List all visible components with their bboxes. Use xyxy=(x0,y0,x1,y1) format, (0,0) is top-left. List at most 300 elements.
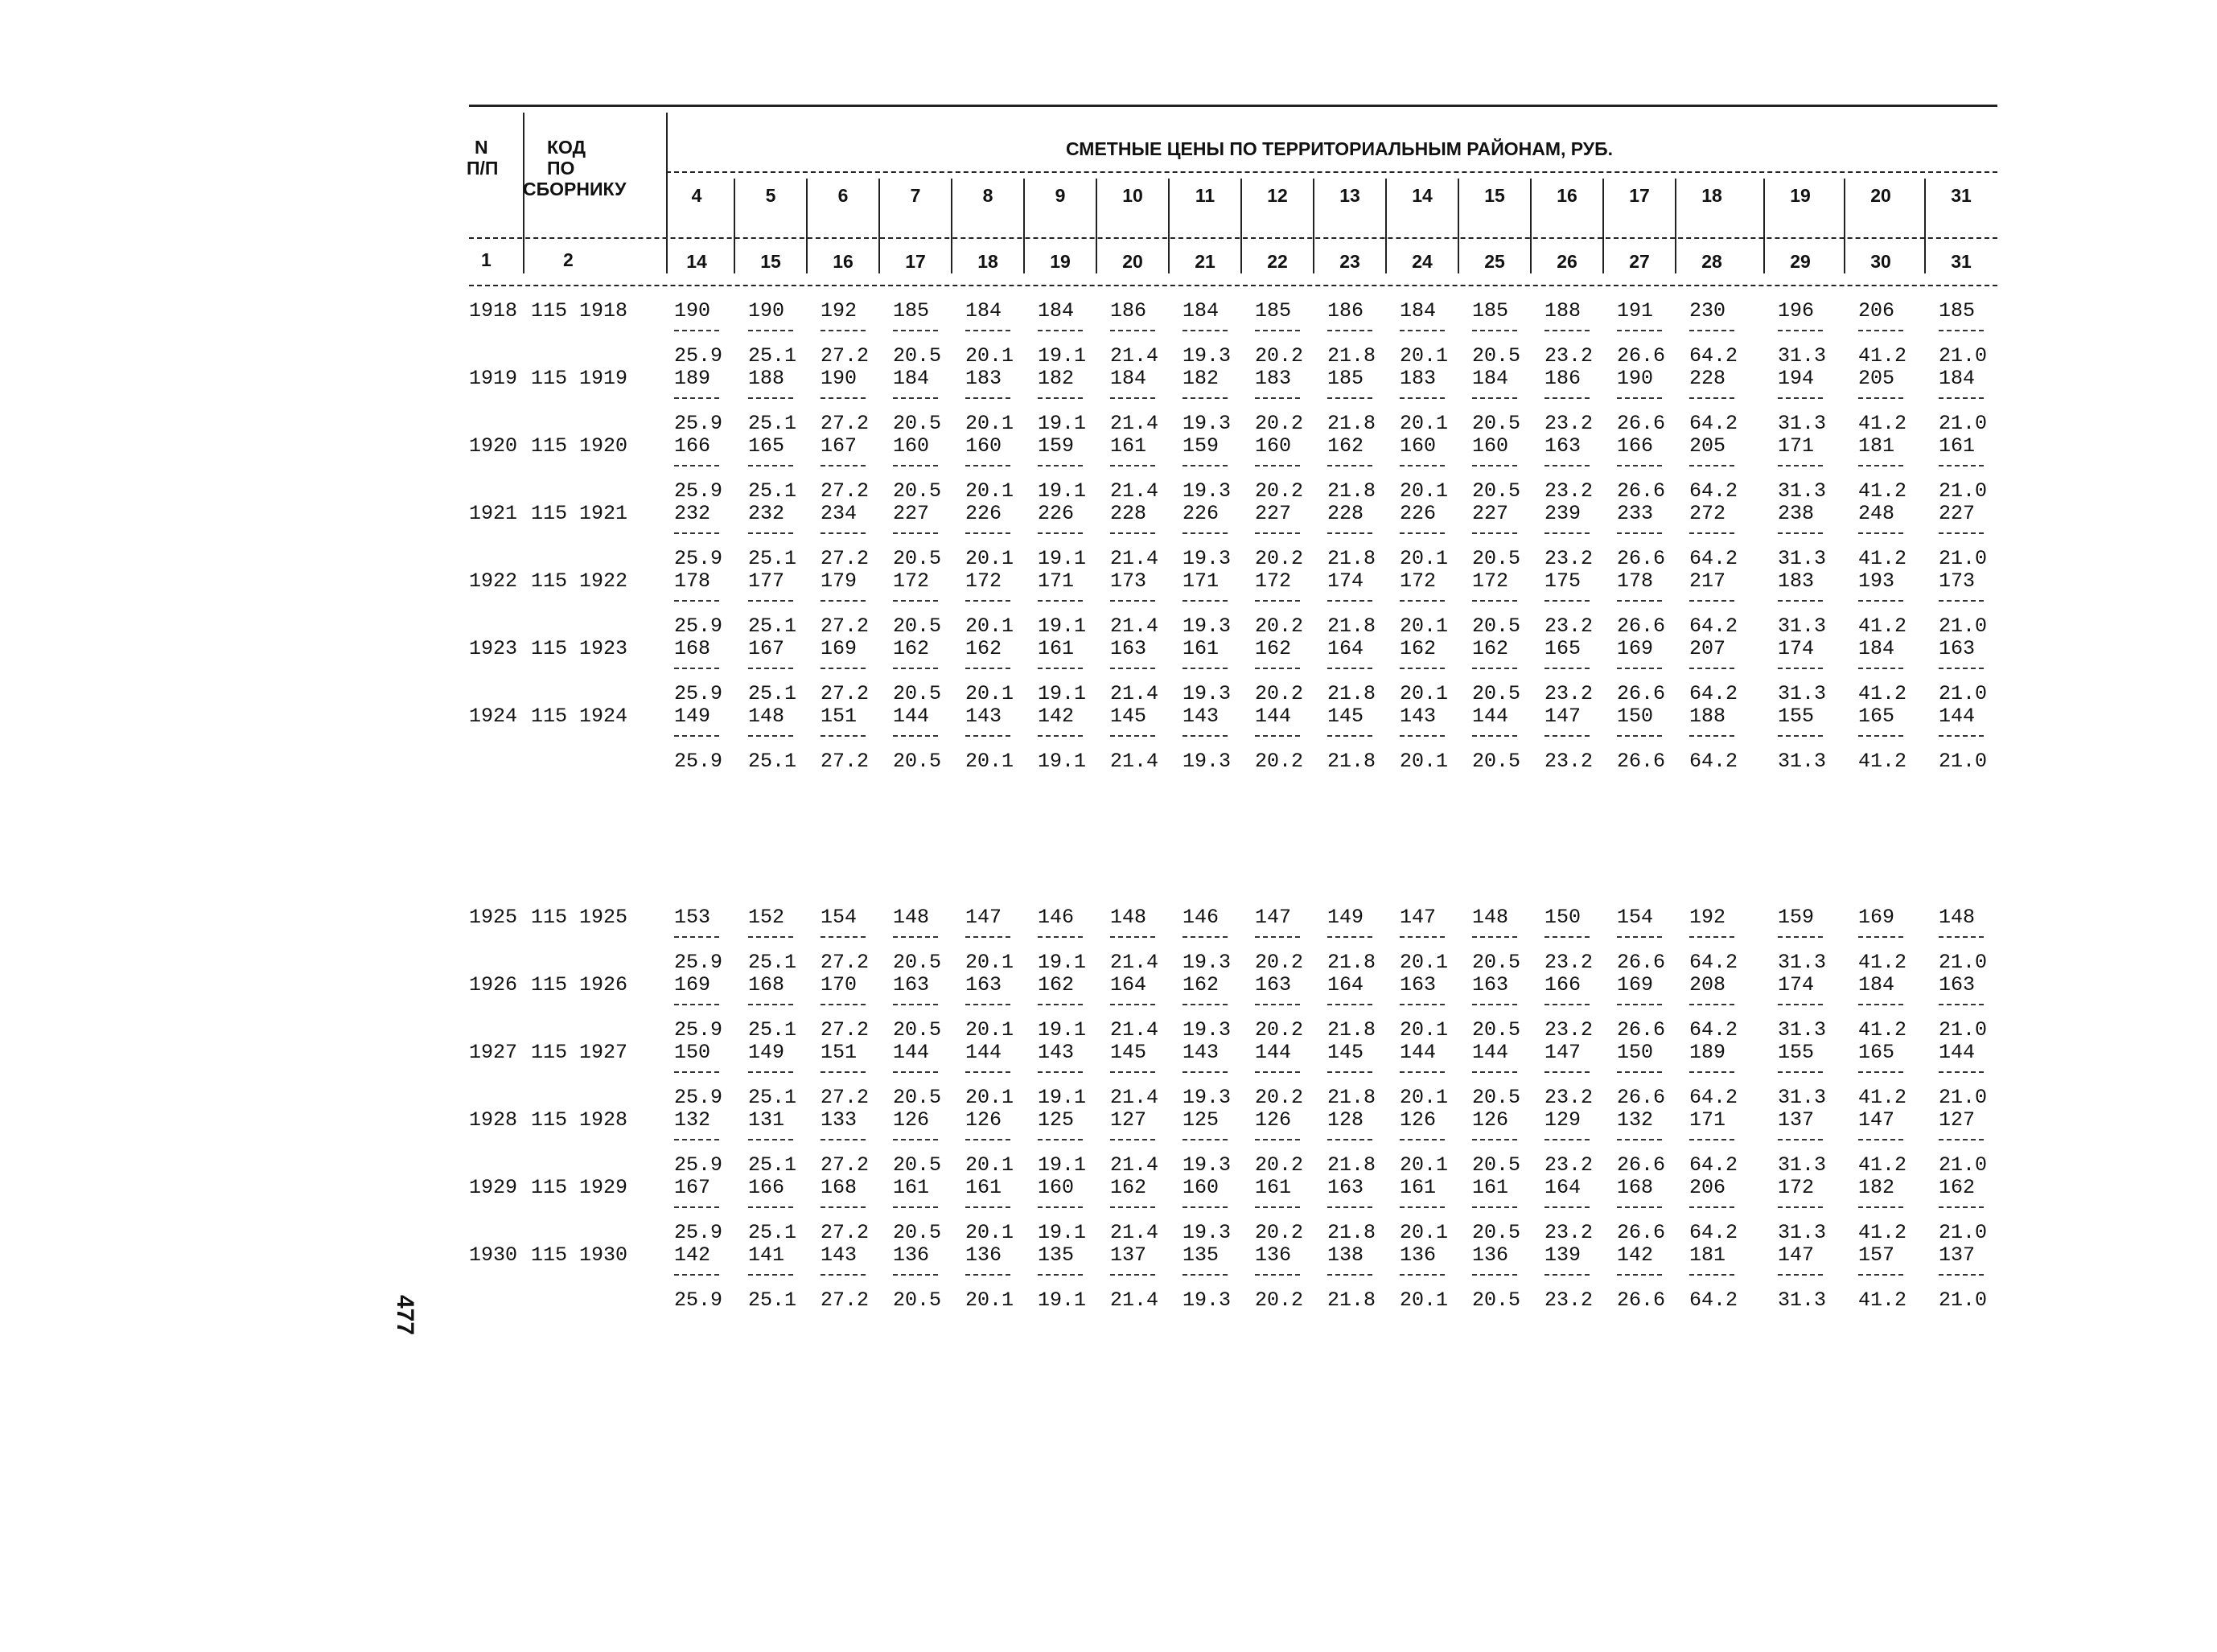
header-mid-rule xyxy=(469,237,1997,239)
header-region-number: 20 xyxy=(1870,185,1891,206)
price-cell: 189 xyxy=(1689,1041,1726,1064)
fraction-dash xyxy=(821,668,866,669)
fraction-dash xyxy=(674,936,719,938)
header-region-number: 8 xyxy=(982,185,993,206)
price-cell: 144 xyxy=(1400,1041,1437,1064)
coefficient-cell: 20.5 xyxy=(893,682,942,705)
price-cell: 205 xyxy=(1689,434,1726,458)
price-cell: 178 xyxy=(674,569,711,593)
coefficient-cell: 20.1 xyxy=(1400,614,1449,638)
fraction-dash xyxy=(1472,397,1517,399)
price-cell: 126 xyxy=(893,1108,930,1132)
coefficient-cell: 31.3 xyxy=(1778,547,1827,570)
regions-rule xyxy=(666,171,1997,173)
fraction-dash xyxy=(1778,1004,1823,1005)
header-divider-region xyxy=(1844,179,1845,273)
header-num-label: N xyxy=(475,137,488,158)
header-region-number: 6 xyxy=(837,185,849,206)
coefficient-cell: 20.2 xyxy=(1255,1018,1304,1042)
price-cell: 136 xyxy=(1400,1243,1437,1267)
fraction-dash xyxy=(748,1206,793,1208)
fraction-dash xyxy=(1472,1274,1517,1276)
price-cell: 234 xyxy=(821,502,858,525)
header-code-label: СБОРНИКУ xyxy=(523,179,627,199)
fraction-dash xyxy=(1110,600,1155,602)
coefficient-cell: 26.6 xyxy=(1617,1221,1666,1244)
price-cell: 175 xyxy=(1544,569,1582,593)
fraction-dash xyxy=(893,668,938,669)
header-code-label: ПО xyxy=(547,158,575,179)
fraction-dash xyxy=(748,465,793,466)
fraction-dash xyxy=(1183,1206,1228,1208)
fraction-dash xyxy=(965,465,1010,466)
fraction-dash xyxy=(1939,668,1984,669)
price-cell: 147 xyxy=(1858,1108,1895,1132)
price-cell: 136 xyxy=(1255,1243,1292,1267)
price-cell: 161 xyxy=(965,1176,1002,1199)
price-cell: 150 xyxy=(1617,1041,1654,1064)
price-cell: 162 xyxy=(1183,973,1220,997)
fraction-dash xyxy=(1778,1139,1823,1140)
price-cell: 207 xyxy=(1689,637,1726,660)
price-cell: 185 xyxy=(1255,299,1292,323)
fraction-dash xyxy=(1400,330,1445,331)
coefficient-cell: 23.2 xyxy=(1544,750,1594,773)
fraction-dash xyxy=(1183,936,1228,938)
fraction-dash xyxy=(893,532,938,534)
fraction-dash xyxy=(1255,1274,1300,1276)
coefficient-cell: 20.1 xyxy=(1400,344,1449,368)
fraction-dash xyxy=(1544,1139,1590,1140)
price-cell: 171 xyxy=(1183,569,1220,593)
coefficient-cell: 21.8 xyxy=(1327,1288,1376,1312)
header-index-number: 28 xyxy=(1701,251,1722,272)
coefficient-cell: 25.9 xyxy=(674,750,723,773)
fraction-dash xyxy=(965,936,1010,938)
coefficient-cell: 31.3 xyxy=(1778,1153,1827,1177)
price-cell: 137 xyxy=(1110,1243,1147,1267)
coefficient-cell: 19.1 xyxy=(1038,344,1087,368)
coefficient-cell: 31.3 xyxy=(1778,412,1827,435)
fraction-dash xyxy=(1255,465,1300,466)
price-cell: 166 xyxy=(674,434,711,458)
price-cell: 136 xyxy=(893,1243,930,1267)
fraction-dash xyxy=(1689,1206,1734,1208)
coefficient-cell: 21.0 xyxy=(1939,682,1988,705)
price-cell: 145 xyxy=(1327,705,1364,728)
coefficient-cell: 19.1 xyxy=(1038,1288,1087,1312)
price-cell: 160 xyxy=(1400,434,1437,458)
fraction-dash xyxy=(1617,936,1662,938)
coefficient-cell: 20.1 xyxy=(965,1153,1014,1177)
coefficient-cell: 27.2 xyxy=(821,682,870,705)
coefficient-cell: 27.2 xyxy=(821,614,870,638)
price-cell: 232 xyxy=(674,502,711,525)
fraction-dash xyxy=(674,600,719,602)
price-cell: 137 xyxy=(1778,1108,1815,1132)
fraction-dash xyxy=(1110,735,1155,737)
price-cell: 148 xyxy=(748,705,785,728)
fraction-dash xyxy=(674,1139,719,1140)
coefficient-cell: 20.1 xyxy=(965,412,1014,435)
coefficient-cell: 64.2 xyxy=(1689,1018,1738,1042)
fraction-dash xyxy=(1939,1206,1984,1208)
price-cell: 161 xyxy=(1472,1176,1509,1199)
price-cell: 148 xyxy=(1939,906,1976,929)
coefficient-cell: 25.9 xyxy=(674,682,723,705)
price-cell: 182 xyxy=(1183,367,1220,390)
price-cell: 184 xyxy=(1858,973,1895,997)
coefficient-cell: 64.2 xyxy=(1689,682,1738,705)
price-cell: 184 xyxy=(1400,299,1437,323)
coefficient-cell: 19.1 xyxy=(1038,750,1087,773)
fraction-dash xyxy=(674,465,719,466)
coefficient-cell: 41.2 xyxy=(1858,479,1907,503)
price-cell: 163 xyxy=(1472,973,1509,997)
coefficient-cell: 25.9 xyxy=(674,1153,723,1177)
price-cell: 169 xyxy=(1617,973,1654,997)
price-cell: 129 xyxy=(1544,1108,1582,1132)
fraction-dash xyxy=(1255,1004,1300,1005)
price-cell: 194 xyxy=(1778,367,1815,390)
price-cell: 162 xyxy=(965,637,1002,660)
fraction-dash xyxy=(1778,1071,1823,1073)
coefficient-cell: 19.3 xyxy=(1183,1153,1232,1177)
coefficient-cell: 20.5 xyxy=(893,412,942,435)
fraction-dash xyxy=(1472,936,1517,938)
price-cell: 147 xyxy=(1544,1041,1582,1064)
fraction-dash xyxy=(674,532,719,534)
price-cell: 161 xyxy=(1110,434,1147,458)
header-region-number: 14 xyxy=(1412,185,1433,206)
coefficient-cell: 21.4 xyxy=(1110,412,1159,435)
coefficient-cell: 21.0 xyxy=(1939,1288,1988,1312)
price-cell: 167 xyxy=(674,1176,711,1199)
price-cell: 169 xyxy=(1617,637,1654,660)
fraction-dash xyxy=(1255,668,1300,669)
price-cell: 172 xyxy=(965,569,1002,593)
price-cell: 147 xyxy=(1255,906,1292,929)
fraction-dash xyxy=(1617,330,1662,331)
coefficient-cell: 25.1 xyxy=(748,750,797,773)
price-cell: 153 xyxy=(674,906,711,929)
coefficient-cell: 25.1 xyxy=(748,547,797,570)
price-cell: 160 xyxy=(1255,434,1292,458)
header-divider-region xyxy=(1313,179,1314,273)
price-cell: 167 xyxy=(748,637,785,660)
price-cell: 164 xyxy=(1327,637,1364,660)
coefficient-cell: 21.4 xyxy=(1110,614,1159,638)
fraction-dash xyxy=(1327,600,1372,602)
row-code: 115 1920 xyxy=(531,434,628,458)
fraction-dash xyxy=(1400,1139,1445,1140)
fraction-dash xyxy=(1038,1206,1083,1208)
fraction-dash xyxy=(1472,1004,1517,1005)
fraction-dash xyxy=(1617,1139,1662,1140)
fraction-dash xyxy=(1939,330,1984,331)
header-divider-region xyxy=(951,179,952,273)
price-cell: 143 xyxy=(1400,705,1437,728)
price-cell: 143 xyxy=(965,705,1002,728)
fraction-dash xyxy=(893,465,938,466)
price-cell: 193 xyxy=(1858,569,1895,593)
fraction-dash xyxy=(1472,1206,1517,1208)
coefficient-cell: 26.6 xyxy=(1617,682,1666,705)
coefficient-cell: 20.1 xyxy=(1400,1288,1449,1312)
fraction-dash xyxy=(1544,1274,1590,1276)
price-cell: 164 xyxy=(1544,1176,1582,1199)
price-cell: 226 xyxy=(1183,502,1220,525)
row-code: 115 1922 xyxy=(531,569,628,593)
coefficient-cell: 21.0 xyxy=(1939,412,1988,435)
fraction-dash xyxy=(1858,735,1903,737)
fraction-dash xyxy=(1327,465,1372,466)
price-cell: 226 xyxy=(965,502,1002,525)
header-index-number: 27 xyxy=(1629,251,1650,272)
price-cell: 184 xyxy=(1183,299,1220,323)
price-cell: 148 xyxy=(1472,906,1509,929)
price-cell: 174 xyxy=(1327,569,1364,593)
coefficient-cell: 23.2 xyxy=(1544,614,1594,638)
coefficient-cell: 21.0 xyxy=(1939,479,1988,503)
price-cell: 172 xyxy=(1778,1176,1815,1199)
coefficient-cell: 21.8 xyxy=(1327,682,1376,705)
price-cell: 185 xyxy=(1939,299,1976,323)
price-cell: 167 xyxy=(821,434,858,458)
coefficient-cell: 25.1 xyxy=(748,1221,797,1244)
fraction-dash xyxy=(674,1071,719,1073)
price-cell: 154 xyxy=(821,906,858,929)
fraction-dash xyxy=(1617,735,1662,737)
coefficient-cell: 31.3 xyxy=(1778,750,1827,773)
header-index-number: 21 xyxy=(1195,251,1215,272)
coefficient-cell: 20.1 xyxy=(965,1221,1014,1244)
row-number: 1925 xyxy=(469,906,518,929)
header-index-number: 24 xyxy=(1412,251,1433,272)
fraction-dash xyxy=(1472,1139,1517,1140)
header-region-number: 12 xyxy=(1267,185,1288,206)
fraction-dash xyxy=(1110,1139,1155,1140)
fraction-dash xyxy=(1110,465,1155,466)
price-cell: 136 xyxy=(965,1243,1002,1267)
fraction-dash xyxy=(1689,1139,1734,1140)
price-cell: 141 xyxy=(748,1243,785,1267)
fraction-dash xyxy=(1544,936,1590,938)
fraction-dash xyxy=(965,668,1010,669)
fraction-dash xyxy=(1939,1139,1984,1140)
price-cell: 155 xyxy=(1778,705,1815,728)
fraction-dash xyxy=(821,1139,866,1140)
coefficient-cell: 19.3 xyxy=(1183,412,1232,435)
fraction-dash xyxy=(1327,1139,1372,1140)
fraction-dash xyxy=(1472,532,1517,534)
fraction-dash xyxy=(1544,735,1590,737)
coefficient-cell: 26.6 xyxy=(1617,614,1666,638)
coefficient-cell: 21.0 xyxy=(1939,750,1988,773)
coefficient-cell: 20.2 xyxy=(1255,750,1304,773)
coefficient-cell: 21.0 xyxy=(1939,1153,1988,1177)
price-cell: 147 xyxy=(1400,906,1437,929)
price-cell: 127 xyxy=(1110,1108,1147,1132)
fraction-dash xyxy=(893,1071,938,1073)
coefficient-cell: 64.2 xyxy=(1689,614,1738,638)
price-cell: 142 xyxy=(674,1243,711,1267)
coefficient-cell: 26.6 xyxy=(1617,750,1666,773)
fraction-dash xyxy=(1110,1274,1155,1276)
price-cell: 192 xyxy=(821,299,858,323)
price-cell: 178 xyxy=(1617,569,1654,593)
row-number: 1926 xyxy=(469,973,518,997)
fraction-dash xyxy=(893,600,938,602)
fraction-dash xyxy=(965,1139,1010,1140)
price-cell: 184 xyxy=(893,367,930,390)
header-divider-region xyxy=(806,179,808,273)
price-cell: 147 xyxy=(1778,1243,1815,1267)
coefficient-cell: 21.0 xyxy=(1939,344,1988,368)
price-cell: 151 xyxy=(821,1041,858,1064)
price-cell: 162 xyxy=(1400,637,1437,660)
coefficient-cell: 25.9 xyxy=(674,1288,723,1312)
coefficient-cell: 64.2 xyxy=(1689,479,1738,503)
header-region-number: 13 xyxy=(1339,185,1360,206)
coefficient-cell: 20.1 xyxy=(965,547,1014,570)
header-index-number: 19 xyxy=(1050,251,1071,272)
coefficient-cell: 21.4 xyxy=(1110,682,1159,705)
fraction-dash xyxy=(1327,330,1372,331)
price-cell: 160 xyxy=(1183,1176,1220,1199)
coefficient-cell: 20.1 xyxy=(965,951,1014,974)
coefficient-cell: 27.2 xyxy=(821,412,870,435)
price-cell: 152 xyxy=(748,906,785,929)
fraction-dash xyxy=(1939,397,1984,399)
price-cell: 162 xyxy=(1255,637,1292,660)
coefficient-cell: 21.0 xyxy=(1939,1018,1988,1042)
coefficient-cell: 21.8 xyxy=(1327,951,1376,974)
price-cell: 126 xyxy=(1400,1108,1437,1132)
coefficient-cell: 21.4 xyxy=(1110,750,1159,773)
price-cell: 165 xyxy=(1544,637,1582,660)
row-code: 115 1923 xyxy=(531,637,628,660)
header-region-number: 19 xyxy=(1790,185,1811,206)
price-cell: 183 xyxy=(965,367,1002,390)
fraction-dash xyxy=(821,600,866,602)
fraction-dash xyxy=(1778,1206,1823,1208)
price-cell: 184 xyxy=(965,299,1002,323)
price-cell: 163 xyxy=(893,973,930,997)
fraction-dash xyxy=(1110,1004,1155,1005)
price-cell: 150 xyxy=(1544,906,1582,929)
fraction-dash xyxy=(1110,668,1155,669)
price-cell: 172 xyxy=(1255,569,1292,593)
header-divider-region xyxy=(1385,179,1387,273)
price-cell: 184 xyxy=(1110,367,1147,390)
coefficient-cell: 20.1 xyxy=(1400,1153,1449,1177)
price-cell: 163 xyxy=(965,973,1002,997)
price-cell: 232 xyxy=(748,502,785,525)
fraction-dash xyxy=(748,1071,793,1073)
coefficient-cell: 19.3 xyxy=(1183,479,1232,503)
coefficient-cell: 64.2 xyxy=(1689,951,1738,974)
header-divider-region xyxy=(1096,179,1097,273)
header-index-number: 1 xyxy=(481,249,492,270)
fraction-dash xyxy=(1544,600,1590,602)
fraction-dash xyxy=(893,1139,938,1140)
price-cell: 181 xyxy=(1858,434,1895,458)
price-cell: 144 xyxy=(1472,1041,1509,1064)
fraction-dash xyxy=(1689,465,1734,466)
fraction-dash xyxy=(1544,1071,1590,1073)
coefficient-cell: 20.1 xyxy=(965,479,1014,503)
fraction-dash xyxy=(1038,735,1083,737)
fraction-dash xyxy=(1689,397,1734,399)
price-cell: 163 xyxy=(1939,637,1976,660)
coefficient-cell: 19.3 xyxy=(1183,750,1232,773)
fraction-dash xyxy=(1400,532,1445,534)
price-cell: 147 xyxy=(1544,705,1582,728)
coefficient-cell: 19.1 xyxy=(1038,1018,1087,1042)
fraction-dash xyxy=(1858,668,1903,669)
price-cell: 163 xyxy=(1110,637,1147,660)
header-index-number: 2 xyxy=(563,249,574,270)
price-cell: 132 xyxy=(1617,1108,1654,1132)
fraction-dash xyxy=(748,1004,793,1005)
price-cell: 166 xyxy=(1617,434,1654,458)
fraction-dash xyxy=(1544,668,1590,669)
price-cell: 148 xyxy=(893,906,930,929)
coefficient-cell: 64.2 xyxy=(1689,547,1738,570)
row-code: 115 1925 xyxy=(531,906,628,929)
price-cell: 149 xyxy=(748,1041,785,1064)
price-cell: 174 xyxy=(1778,973,1815,997)
fraction-dash xyxy=(1544,1004,1590,1005)
coefficient-cell: 25.9 xyxy=(674,412,723,435)
row-code: 115 1929 xyxy=(531,1176,628,1199)
row-number: 1918 xyxy=(469,299,518,323)
fraction-dash xyxy=(1038,465,1083,466)
coefficient-cell: 20.1 xyxy=(965,682,1014,705)
price-cell: 143 xyxy=(1183,1041,1220,1064)
fraction-dash xyxy=(1617,1274,1662,1276)
coefficient-cell: 25.9 xyxy=(674,951,723,974)
fraction-dash xyxy=(1183,1139,1228,1140)
price-cell: 162 xyxy=(1327,434,1364,458)
coefficient-cell: 27.2 xyxy=(821,1221,870,1244)
fraction-dash xyxy=(1038,397,1083,399)
price-cell: 144 xyxy=(893,705,930,728)
fraction-dash xyxy=(674,330,719,331)
coefficient-cell: 21.4 xyxy=(1110,1288,1159,1312)
coefficient-cell: 26.6 xyxy=(1617,412,1666,435)
price-cell: 177 xyxy=(748,569,785,593)
coefficient-cell: 41.2 xyxy=(1858,614,1907,638)
coefficient-cell: 21.4 xyxy=(1110,951,1159,974)
price-cell: 208 xyxy=(1689,973,1726,997)
coefficient-cell: 19.1 xyxy=(1038,1221,1087,1244)
price-cell: 165 xyxy=(1858,705,1895,728)
fraction-dash xyxy=(1689,532,1734,534)
coefficient-cell: 25.1 xyxy=(748,1153,797,1177)
header-region-number: 7 xyxy=(910,185,921,206)
fraction-dash xyxy=(821,532,866,534)
coefficient-cell: 31.3 xyxy=(1778,951,1827,974)
coefficient-cell: 20.1 xyxy=(965,750,1014,773)
fraction-dash xyxy=(1472,465,1517,466)
price-cell: 169 xyxy=(821,637,858,660)
row-code: 115 1926 xyxy=(531,973,628,997)
fraction-dash xyxy=(1472,735,1517,737)
price-cell: 169 xyxy=(1858,906,1895,929)
price-cell: 182 xyxy=(1038,367,1075,390)
